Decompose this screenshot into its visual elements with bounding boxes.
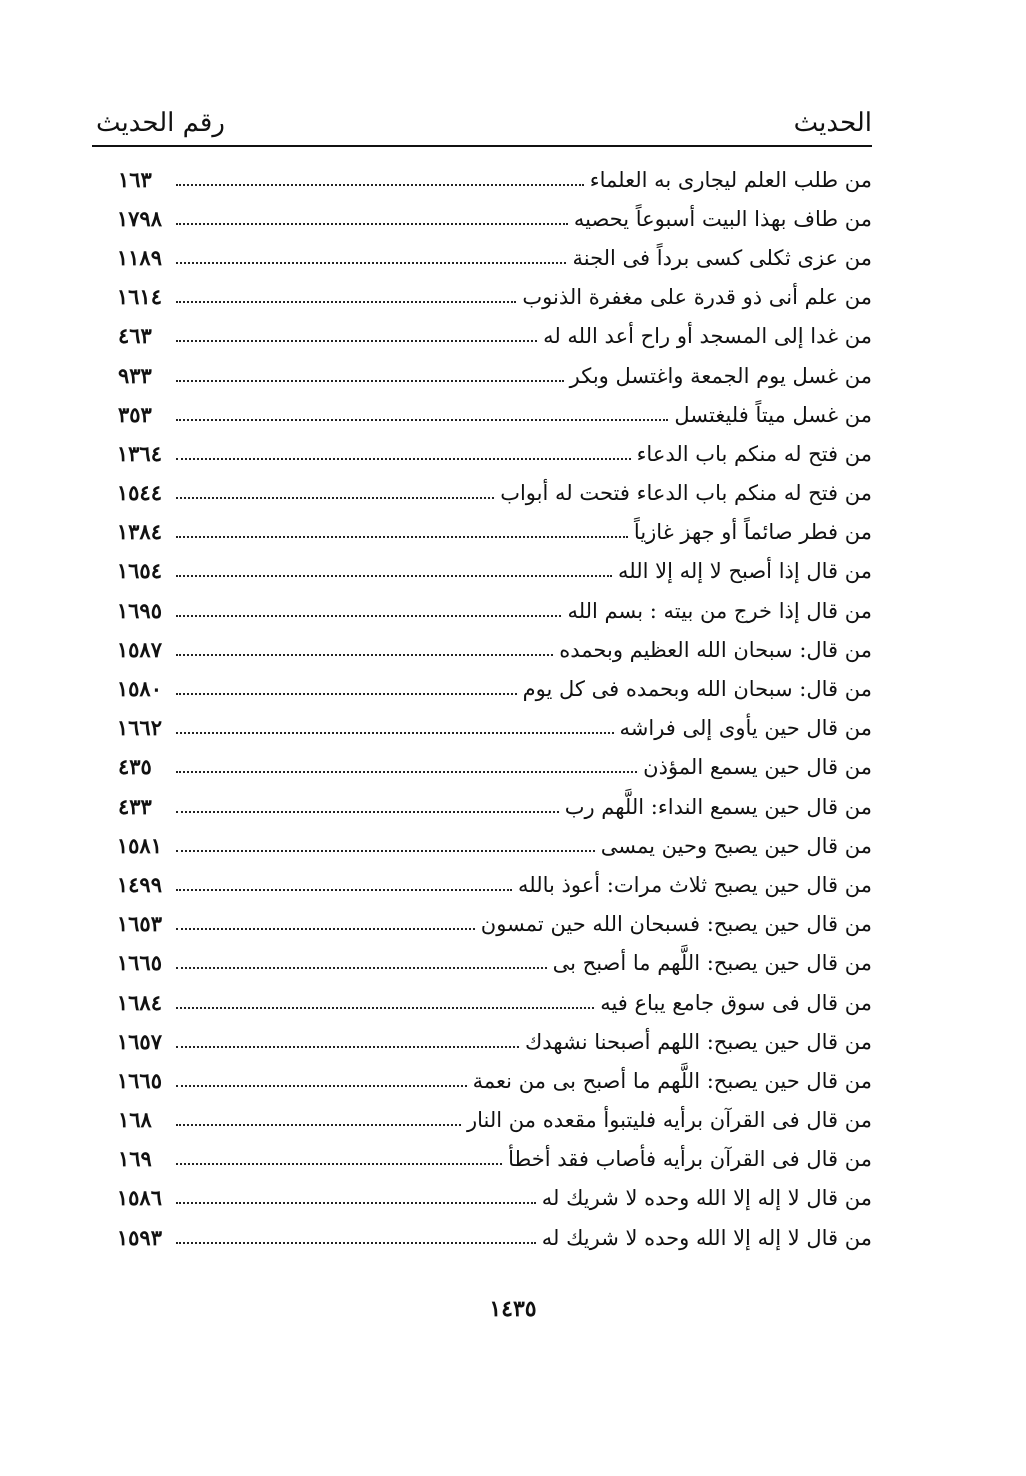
index-entry [92, 1140, 872, 1179]
hadith-number: ٤٣٣ [118, 793, 152, 819]
hadith-incipit: من قال فى القرآن برأيه فأصاب فقد أخطأ [508, 1147, 872, 1172]
hadith-incipit: من قال حين يسمع النداء: اللَّهم رب [564, 794, 872, 819]
page-number: ١٤٣٥ [489, 1296, 537, 1322]
dot-leader [176, 575, 612, 577]
hadith-index-list [92, 160, 872, 1257]
hadith-incipit: من قال حين يصبح: اللَّهم ما أصبح بى [552, 951, 872, 976]
hadith-incipit: من غسل يوم الجمعة واغتسل وبكر [569, 363, 872, 388]
dot-leader [176, 184, 584, 186]
column-header [92, 104, 872, 146]
index-entry [92, 983, 872, 1022]
dot-leader [176, 732, 614, 734]
hadith-incipit: من علم أنى ذو قدرة على مغفرة الذنوب [522, 285, 872, 310]
index-entry [92, 865, 872, 904]
index-entry [92, 787, 872, 826]
hadith-incipit: من قال حين يصبح وحين يمسى [600, 833, 872, 858]
hadith-incipit: من قال حين يسمع المؤذن [643, 755, 872, 780]
index-entry [92, 1061, 872, 1100]
index-entry [92, 552, 872, 591]
index-entry [92, 944, 872, 983]
dot-leader [176, 497, 494, 499]
index-entry [92, 1022, 872, 1061]
hadith-incipit: من طلب العلم ليجارى به العلماء [589, 167, 872, 192]
index-entry [92, 278, 872, 317]
dot-leader [176, 1046, 519, 1048]
hadith-incipit: من قال لا إله إلا الله وحده لا شريك له [541, 1186, 872, 1211]
hadith-incipit: من فتح له منكم باب الدعاء فتحت له أبواب [500, 481, 872, 506]
hadith-number: ١٥٨٦ [116, 1185, 162, 1211]
dot-leader [176, 458, 631, 460]
hadith-incipit: من قال حين يصبح ثلاث مرات: أعوذ بالله [518, 872, 872, 897]
dot-leader [176, 301, 516, 303]
dot-leader [176, 1163, 502, 1165]
hadith-number: ٣٥٣ [118, 401, 152, 427]
hadith-number: ١٧٩٨ [116, 205, 162, 231]
hadith-number: ٩٣٣ [118, 362, 152, 388]
dot-leader [176, 1242, 536, 1244]
hadith-number: ١٦٦٢ [116, 715, 162, 741]
hadith-number: ١٤٩٩ [116, 871, 162, 897]
hadith-column-heading: الحديث [793, 108, 872, 138]
hadith-incipit: من فتح له منكم باب الدعاء [636, 441, 872, 466]
index-entry [92, 669, 872, 708]
dot-leader [176, 380, 564, 382]
hadith-number-column-heading: رقم الحديث [96, 108, 225, 138]
dot-leader [176, 419, 668, 421]
index-entry [92, 1101, 872, 1140]
hadith-number: ١٥٤٤ [116, 480, 162, 506]
hadith-incipit: من قال إذا خرج من بيته : بسم الله [567, 598, 872, 623]
dot-leader [176, 536, 628, 538]
header-divider [92, 145, 872, 147]
dot-leader [176, 889, 512, 891]
hadith-number: ١٦٣ [118, 166, 152, 192]
index-entry [92, 160, 872, 199]
hadith-number: ١٦٨ [118, 1107, 152, 1133]
dot-leader [176, 693, 517, 695]
dot-leader [176, 223, 568, 225]
index-entry [92, 591, 872, 630]
index-entry [92, 474, 872, 513]
index-entry [92, 826, 872, 865]
hadith-number: ١٥٨٠ [116, 676, 162, 702]
dot-leader [176, 262, 566, 264]
index-entry [92, 199, 872, 238]
dot-leader [176, 654, 553, 656]
hadith-incipit: من طاف بهذا البيت أسبوعاً يحصيه [573, 206, 872, 231]
dot-leader [176, 1085, 467, 1087]
hadith-incipit: من غسل ميتاً فليغتسل [674, 402, 872, 427]
dot-leader [176, 811, 559, 813]
hadith-incipit: من فطر صائماً أو جهز غازياً [633, 520, 872, 545]
dot-leader [176, 850, 595, 852]
hadith-number: ١٥٩٣ [116, 1224, 162, 1250]
hadith-number: ١١٨٩ [116, 244, 162, 270]
hadith-number: ١٦٩٥ [116, 597, 162, 623]
hadith-number: ١٥٨١ [116, 832, 162, 858]
index-entry [92, 1218, 872, 1257]
hadith-incipit: من قال لا إله إلا الله وحده لا شريك له [541, 1225, 872, 1250]
dot-leader [176, 771, 637, 773]
hadith-incipit: من قال حين يصبح: اللهم أصبحنا نشهدك [524, 1029, 872, 1054]
dot-leader [176, 1124, 461, 1126]
hadith-incipit: من قال فى القرآن برأيه فليتبوأ مقعده من النار [467, 1108, 872, 1133]
hadith-number: ٤٦٣ [118, 323, 152, 349]
hadith-number: ١٦١٤ [116, 284, 162, 310]
index-entry [92, 395, 872, 434]
hadith-number: ١٦٩ [118, 1146, 152, 1172]
dot-leader [176, 615, 561, 617]
index-entry [92, 434, 872, 473]
hadith-number: ١٦٨٤ [116, 989, 162, 1015]
index-entry [92, 356, 872, 395]
hadith-incipit: من قال: سبحان الله العظيم وبحمده [559, 637, 872, 662]
hadith-incipit: من قال حين يأوى إلى فراشه [619, 716, 872, 741]
hadith-number: ٤٣٥ [118, 754, 152, 780]
hadith-number: ١٣٦٤ [116, 440, 162, 466]
hadith-incipit: من قال: سبحان الله وبحمده فى كل يوم [522, 677, 872, 702]
hadith-number: ١٥٨٧ [116, 636, 162, 662]
dot-leader [176, 1007, 594, 1009]
index-entry [92, 905, 872, 944]
index-entry [92, 748, 872, 787]
dot-leader [176, 1202, 536, 1204]
hadith-number: ١٦٥٧ [116, 1028, 162, 1054]
dot-leader [176, 928, 475, 930]
hadith-number: ١٦٦٥ [116, 1067, 162, 1093]
hadith-number: ١٦٥٤ [116, 558, 162, 584]
hadith-incipit: من عزى ثكلى كسى برداً فى الجنة [572, 245, 872, 270]
hadith-number: ١٣٨٤ [116, 519, 162, 545]
hadith-incipit: من قال فى سوق جامع يباع فيه [600, 990, 872, 1015]
index-entry [92, 630, 872, 669]
index-entry [92, 513, 872, 552]
index-entry [92, 317, 872, 356]
dot-leader [176, 340, 537, 342]
index-entry [92, 709, 872, 748]
dot-leader [176, 967, 547, 969]
hadith-incipit: من قال حين يصبح: فسبحان الله حين تمسون [480, 912, 872, 937]
hadith-incipit: من قال حين يصبح: اللَّهم ما أصبح بى من نعمة [472, 1068, 872, 1093]
hadith-number: ١٦٥٣ [116, 911, 162, 937]
index-entry [92, 1179, 872, 1218]
hadith-incipit: من قال إذا أصبح لا إله إلا الله [618, 559, 872, 584]
index-entry [92, 238, 872, 277]
hadith-incipit: من غدا إلى المسجد أو راح أعد الله له [543, 324, 872, 349]
hadith-number: ١٦٦٥ [116, 950, 162, 976]
